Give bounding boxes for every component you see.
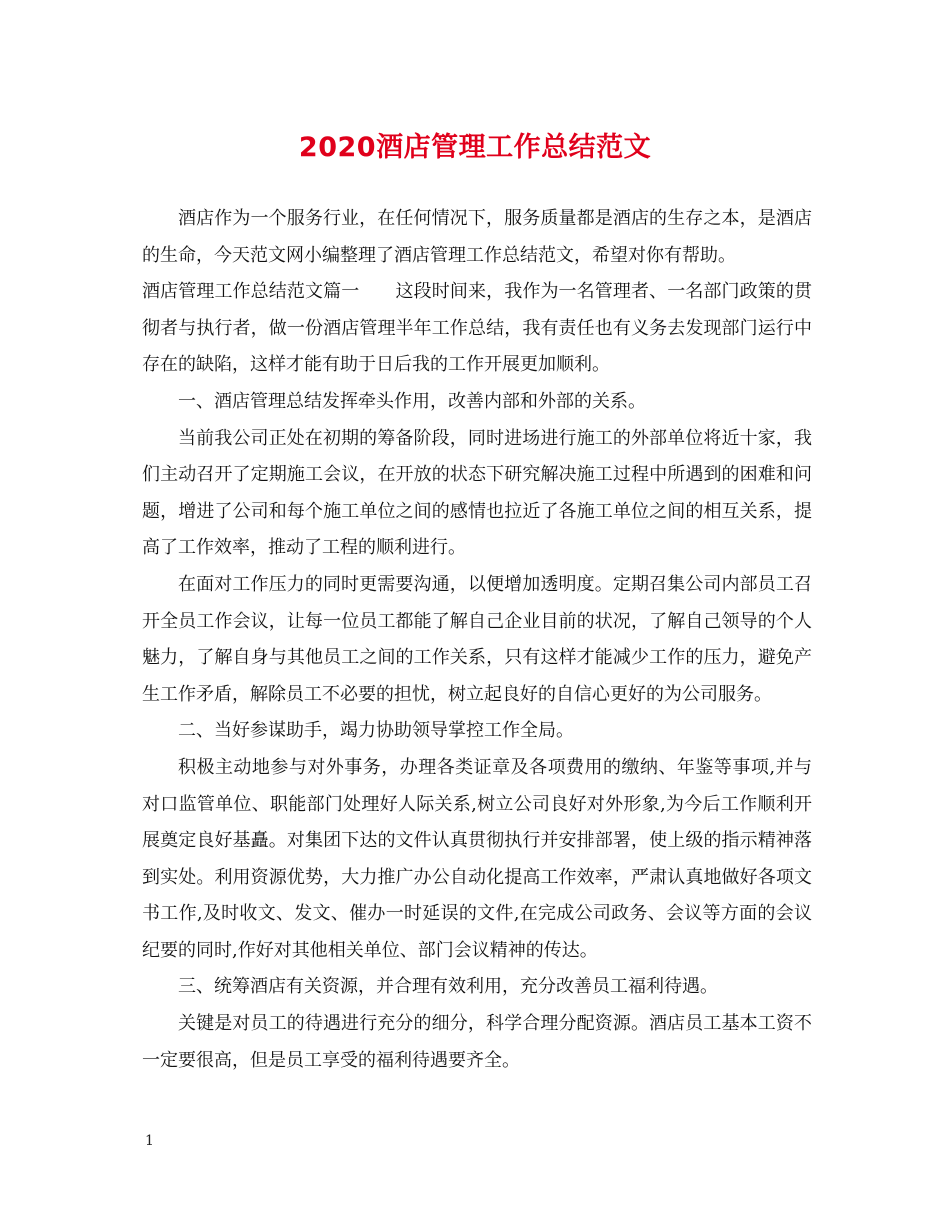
document-title: 2020酒店管理工作总结范文 xyxy=(298,132,652,163)
paragraph-communication: 在面对工作压力的同时更需要沟通，以便增加透明度。定期召集公司内部员工召开全员工作会议，让每一位员工都能了解自己企业目前的状况，了解自己领导的个人魅力，了解自身与其他员工之间的工作关系，只有这样才能减少工作的压力，避免产生工作矛盾，解除员工不必要的担忧，树立起良好的自信心更好的为公司服务。 xyxy=(142,573,812,705)
paragraph-external-affairs: 积极主动地参与对外事务，办理各类证章及各项费用的缴纳、年鉴等事项,并与对口监管单位、职能部门处理好人际关系,树立公司良好对外形象,为今后工作顺利开展奠定良好基矗。对集团下达的文件认真贯彻执行并安排部署，使上级的指示精神落到实处。利用资源优势，大力推广办公自动化提高工作效率，严肃认真地做好各项文书工作,及时收文、发文、催办一时延误的文件,在完成公司政务、会议等方面的会议纪要的同时,作好对其他相关单位、部门会议精神的传达。 xyxy=(142,756,812,961)
page-number: 1 xyxy=(145,1133,154,1149)
section-heading-two: 二、当好参谋助手，竭力协助领导掌控工作全局。 xyxy=(178,720,574,742)
section-heading-one: 一、酒店管理总结发挥牵头作用，改善内部和外部的关系。 xyxy=(178,390,646,412)
paragraph-staff-benefits: 关键是对员工的待遇进行充分的细分，科学合理分配资源。酒店员工基本工资不一定要很高，但是员工享受的福利待遇要齐全。 xyxy=(142,1013,812,1071)
paragraph-article-one: 酒店管理工作总结范文篇一 这段时间来，我作为一名管理者、一名部门政策的贯彻者与执行者，做一份酒店管理半年工作总结，我有责任也有义务去发现部门运行中存在的缺陷，这样才能有助于日后我的工作开展更加顺利。 xyxy=(142,281,812,376)
section-heading-three: 三、统筹酒店有关资源，并合理有效利用，充分改善员工福利待遇。 xyxy=(178,976,718,998)
paragraph-construction-meetings: 当前我公司正处在初期的筹备阶段，同时进场进行施工的外部单位将近十家，我们主动召开了定期施工会议，在开放的状态下研究解决施工过程中所遇到的困难和问题，增进了公司和每个施工单位之间的感情也拉近了各施工单位之间的相互关系，提高了工作效率，推动了工程的顺利进行。 xyxy=(142,427,812,559)
document-body xyxy=(142,201,812,1079)
paragraph-intro: 酒店作为一个服务行业，在任何情况下，服务质量都是酒店的生存之本，是酒店的生命，今天范文网小编整理了酒店管理工作总结范文，希望对你有帮助。 xyxy=(142,208,812,266)
